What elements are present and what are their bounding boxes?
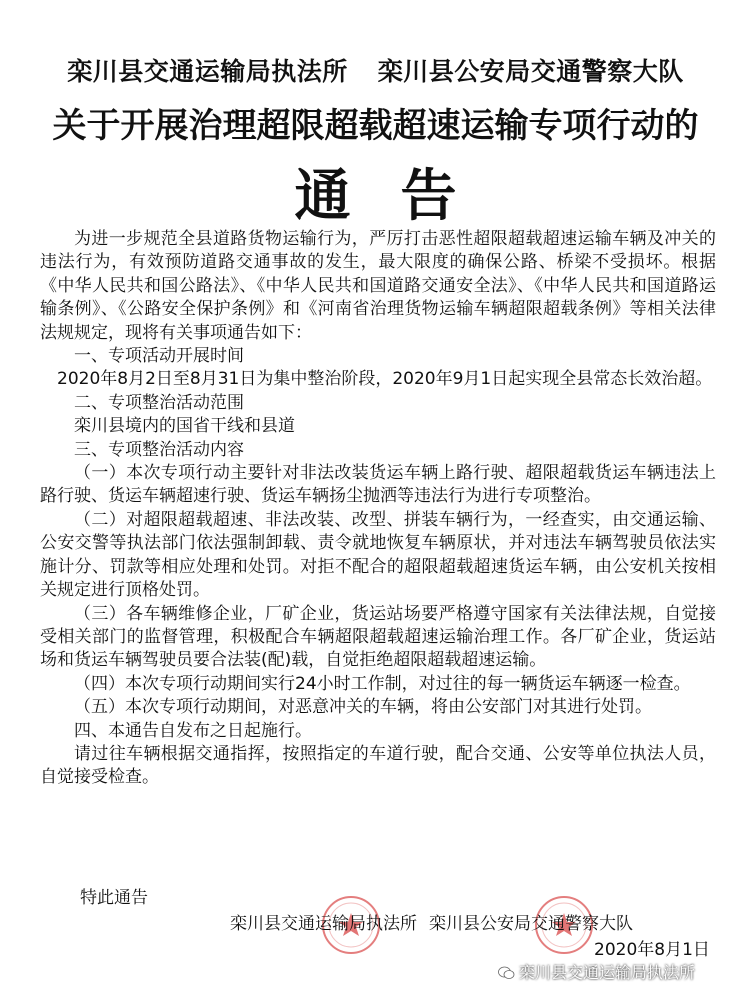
signature-right: 栾川县公安局交通警察大队	[429, 914, 633, 934]
issuer-header	[0, 52, 751, 88]
content-item-2: （二）对超限超载超速、非法改装、改型、拼装车辆行为，一经查实，由交通运输、公安交警等执法部门依法强制卸载、责令就地恢复车辆原状，并对违法车辆驾驶员依法实施计分、罚款等相应处理和处罚。对拒不配合的超限超载超速货运车辆，由公安机关按相关规定进行顶格处罚。	[40, 509, 716, 601]
issuer-right: 栾川县公安局交通警察大队	[377, 57, 684, 86]
closing-phrase: 特此通告	[80, 888, 148, 908]
watermark	[498, 960, 695, 983]
signature-left: 栾川县交通运输局执法所	[230, 914, 417, 934]
wechat-icon	[498, 965, 515, 979]
section-heading-3: 三、专项整治活动内容	[74, 439, 244, 460]
watermark-text: 栾川县交通运输局执法所	[519, 963, 696, 982]
section-heading-2: 二、专项整治活动范围	[74, 392, 244, 413]
appeal-paragraph: 请过往车辆根据交通指挥，按照指定的车道行驶，配合交通、公安等单位执法人员，自觉接受检查。	[40, 743, 716, 788]
signature-line	[230, 909, 700, 934]
intro-paragraph: 为进一步规范全县道路货物运输行为，严厉打击恶性超限超载超速运输车辆及冲关的违法行为，有效预防道路交通事故的发生，最大限度的确保公路、桥梁不受损坏。根据《中华人民共和国公路法》、《中华人民共和国道路交通安全法》、《中华人民共和国道路运输条例》、《公路安全保护条例》和《河南省治理货物运输车辆超限超载条例》等相关法律法规规定，现将有关事项通告如下：	[40, 229, 716, 343]
content-item-5: （五）本次专项行动期间，对恶意冲关的车辆，将由公安部门对其进行处罚。	[74, 697, 652, 718]
section-text-1: 2020年8月2日至8月31日为集中整治阶段，2020年9月1日起实现全县常态长效治超。	[57, 369, 713, 390]
notice-heading: 通告	[294, 163, 507, 229]
section-heading-1: 一、专项活动开展时间	[74, 346, 244, 367]
content-item-3: （三）各车辆维修企业，厂矿企业，货运站场要严格遵守国家有关法律法规，自觉接受相关部门的监督管理，积极配合车辆超限超载超速运输治理工作。各厂矿企业，货运站场和货运车辆驾驶员要合法装(配)载，自觉拒绝超限超载超速运输。	[40, 603, 716, 671]
section-heading-4: 四、本通告自发布之日起施行。	[74, 720, 312, 741]
content-item-4: （四）本次专项行动期间实行24小时工作制，对过往的每一辆货运车辆逐一检查。	[74, 673, 691, 694]
issuer-left: 栾川县交通运输局执法所	[67, 57, 348, 86]
notice-title: 关于开展治理超限超载超速运输专项行动的	[52, 106, 699, 146]
section-text-2: 栾川县境内的国省干线和县道	[74, 416, 295, 437]
notice-body	[40, 228, 716, 790]
content-item-1: （一）本次专项行动主要针对非法改装货运车辆上路行驶、超限超载货运车辆违法上路行驶、货运车辆超速行驶、货运车辆扬尘抛洒等违法行为进行专项整治。	[40, 463, 716, 507]
issue-date: 2020年8月1日	[594, 940, 710, 960]
